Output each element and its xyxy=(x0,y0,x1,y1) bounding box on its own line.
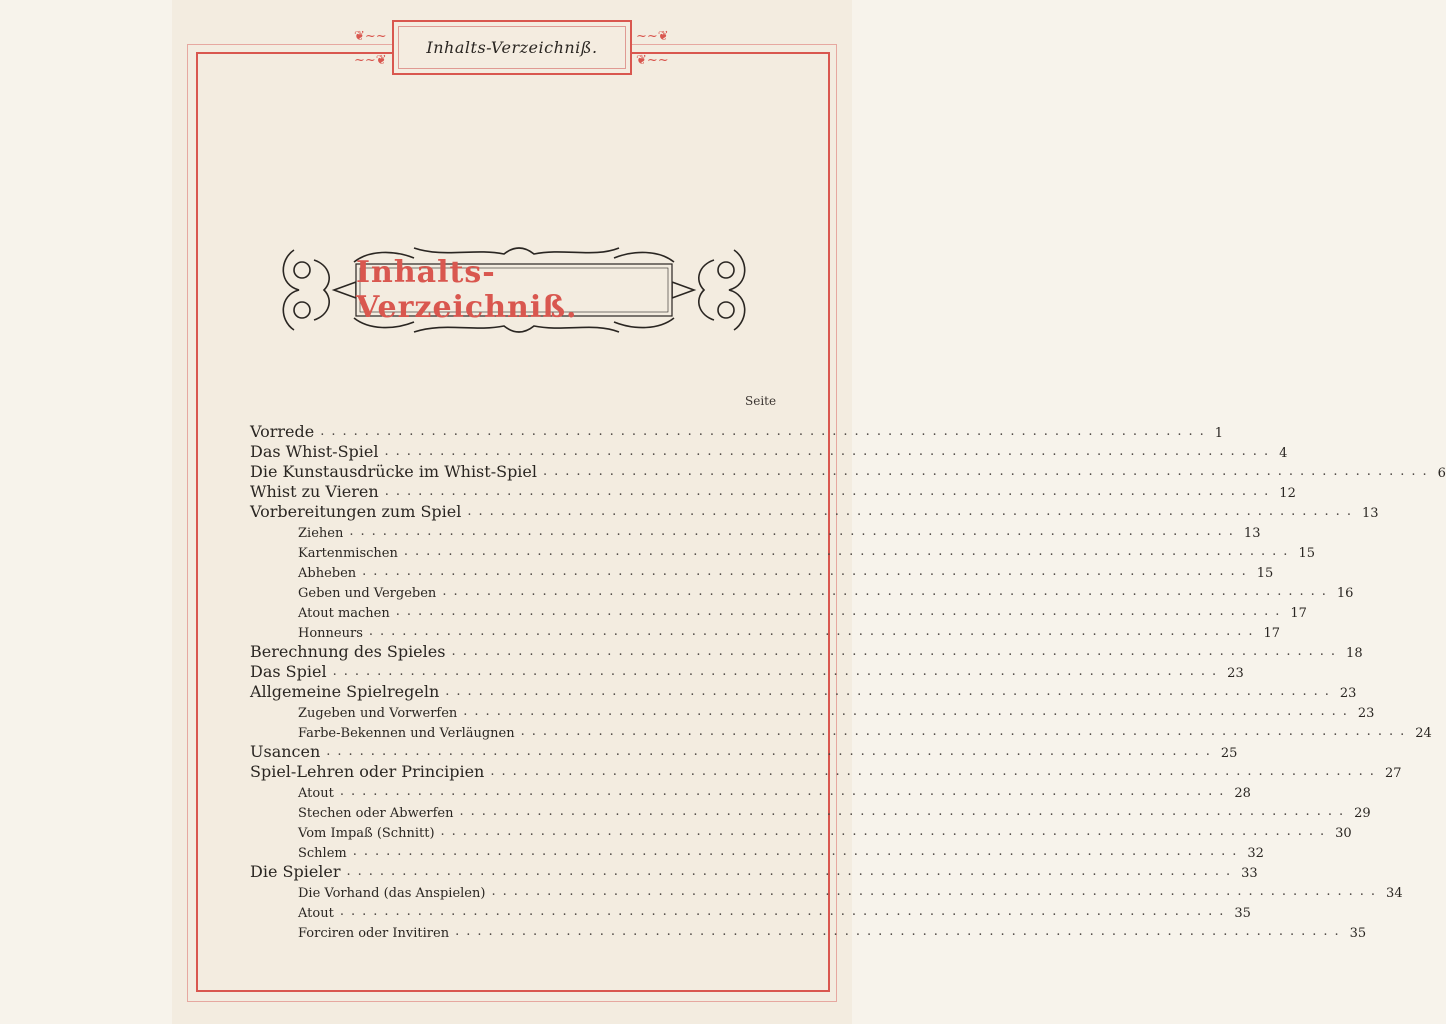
toc-entry xyxy=(250,441,1288,461)
toc-entry-title: Ziehen xyxy=(298,526,344,541)
toc-entry-page: 17 xyxy=(1290,606,1307,621)
leader-dots: ................................................................................ xyxy=(463,704,1354,719)
toc-entry xyxy=(250,481,1296,501)
toc-entry-title: Das Whist-Spiel xyxy=(250,442,379,461)
leader-dots: ................................................................................ xyxy=(455,924,1346,939)
toc-entry xyxy=(250,701,1375,721)
toc-entry xyxy=(250,621,1281,641)
toc-entry-title: Atout xyxy=(298,906,334,921)
leader-dots: ................................................................................ xyxy=(459,804,1351,819)
toc-entry-title: Vorrede xyxy=(250,422,315,441)
toc-entry-title: Stechen oder Abwerfen xyxy=(298,806,454,821)
toc-entry xyxy=(250,901,1251,921)
leader-dots: ................................................................................ xyxy=(320,424,1211,439)
toc-entry-page: 23 xyxy=(1339,686,1357,701)
toc-entry-title: Spiel-Lehren oder Principien xyxy=(250,762,485,781)
leader-dots: ................................................................................ xyxy=(326,744,1217,759)
leader-dots: ................................................................................ xyxy=(384,484,1276,499)
toc-entry xyxy=(250,461,1446,481)
leader-dots: ................................................................................ xyxy=(332,664,1224,679)
toc-entry-title: Honneurs xyxy=(298,626,363,641)
toc-entry xyxy=(250,681,1357,701)
toc-entry-page: 25 xyxy=(1220,746,1238,761)
toc-entry-page: 4 xyxy=(1279,446,1288,461)
leader-dots: ................................................................................ xyxy=(346,864,1238,879)
toc-entry-page: 24 xyxy=(1415,726,1432,741)
toc-entry-title: Kartenmischen xyxy=(298,546,398,561)
toc-entry-title: Abheben xyxy=(298,566,357,581)
toc-entry-title: Farbe-Bekennen und Verläugnen xyxy=(298,726,515,741)
toc-entry-title: Usancen xyxy=(250,742,321,761)
flourish-ornament-icon: ~~❦ xyxy=(354,53,387,68)
toc-entry-page: 13 xyxy=(1243,526,1261,541)
toc-entry xyxy=(250,721,1432,741)
leader-dots: ................................................................................ xyxy=(362,564,1253,579)
toc-entry xyxy=(250,821,1352,841)
page-column-label: Seite xyxy=(745,394,777,408)
leader-dots: ................................................................................ xyxy=(520,724,1412,739)
toc-entry-page: 12 xyxy=(1279,486,1296,501)
toc-entry-page: 23 xyxy=(1357,706,1375,721)
toc-entry-page: 33 xyxy=(1241,866,1258,881)
leader-dots: ................................................................................ xyxy=(339,784,1231,799)
toc-entry-title: Zugeben und Vorwerfen xyxy=(298,706,458,721)
toc-entry-page: 18 xyxy=(1346,646,1363,661)
leader-dots: ................................................................................ xyxy=(440,824,1332,839)
flourish-ornament-icon: ❦~~ xyxy=(354,29,387,44)
toc-entry xyxy=(250,921,1367,941)
toc-entry-page: 13 xyxy=(1361,506,1379,521)
leader-dots: ................................................................................ xyxy=(384,444,1276,459)
toc-entry xyxy=(250,601,1307,621)
toc-entry-title: Atout xyxy=(298,786,334,801)
toc-entry-page: 29 xyxy=(1354,806,1371,821)
toc-entry xyxy=(250,541,1315,561)
toc-entry-title: Die Vorhand (das Anspielen) xyxy=(298,886,486,901)
toc-entry xyxy=(250,421,1224,441)
toc-entry-page: 15 xyxy=(1298,546,1315,561)
toc-entry xyxy=(250,881,1403,901)
toc-entry-title: Die Spieler xyxy=(250,862,341,881)
toc-entry-page: 35 xyxy=(1234,906,1251,921)
toc-entry-title: Schlem xyxy=(298,846,347,861)
leader-dots: ................................................................................ xyxy=(491,884,1383,899)
toc-entry xyxy=(250,581,1354,601)
toc-entry-title: Forciren oder Invitiren xyxy=(298,926,450,941)
toc-entry-page: 34 xyxy=(1386,886,1403,901)
leader-dots: ................................................................................ xyxy=(352,844,1244,859)
toc-entry-page: 6 xyxy=(1437,466,1446,481)
toc-entry-page: 32 xyxy=(1247,846,1264,861)
leader-dots: ................................................................................ xyxy=(395,604,1287,619)
toc-entry-title: Das Spiel xyxy=(250,662,327,681)
toc-entry-page: 15 xyxy=(1256,566,1274,581)
toc-entry xyxy=(250,801,1371,821)
toc-entry-title: Vom Impaß (Schnitt) xyxy=(298,826,435,841)
leader-dots: ................................................................................ xyxy=(445,684,1336,699)
toc-entry-title: Whist zu Vieren xyxy=(250,482,379,501)
toc-entry-page: 35 xyxy=(1349,926,1367,941)
toc-entry xyxy=(250,761,1402,781)
toc-entry-title: Die Kunstausdrücke im Whist-Spiel xyxy=(250,462,538,481)
toc-entry xyxy=(250,501,1379,521)
toc-entry-title: Vorbereitungen zum Spiel xyxy=(250,502,462,521)
toc-entry-page: 16 xyxy=(1336,586,1354,601)
toc-entry-page: 27 xyxy=(1384,766,1402,781)
toc-entry-page: 17 xyxy=(1263,626,1281,641)
leader-dots: ................................................................................ xyxy=(339,904,1231,919)
leader-dots: ................................................................................ xyxy=(368,624,1260,639)
toc-entry-page: 28 xyxy=(1234,786,1251,801)
leader-dots: ................................................................................ xyxy=(490,764,1381,779)
toc-entry-title: Geben und Vergeben xyxy=(298,586,437,601)
leader-dots: ................................................................................ xyxy=(451,644,1343,659)
leader-dots: ................................................................................ xyxy=(349,524,1240,539)
toc-entry xyxy=(250,641,1363,661)
toc-entry xyxy=(250,781,1251,801)
toc-entry-page: 23 xyxy=(1227,666,1244,681)
leader-dots: ................................................................................ xyxy=(442,584,1333,599)
contents-title: Inhalts-Verzeichniß. xyxy=(356,255,578,325)
flourish-ornament-icon: ~~❦ xyxy=(636,29,669,44)
leader-dots: ................................................................................ xyxy=(403,544,1295,559)
toc-entry xyxy=(250,741,1238,761)
toc-entry-title: Allgemeine Spielregeln xyxy=(250,682,440,701)
table-of-contents xyxy=(250,421,1446,941)
leader-dots: ................................................................................ xyxy=(543,464,1434,479)
flourish-ornament-icon: ❦~~ xyxy=(636,53,669,68)
toc-entry xyxy=(250,841,1264,861)
toc-entry xyxy=(250,561,1274,581)
toc-entry xyxy=(250,661,1244,681)
toc-entry-page: 1 xyxy=(1214,426,1224,441)
toc-entry-title: Berechnung des Spieles xyxy=(250,642,446,661)
running-header xyxy=(392,20,632,75)
toc-entry-page: 30 xyxy=(1335,826,1352,841)
toc-entry xyxy=(250,861,1258,881)
toc-entry-title: Atout machen xyxy=(298,606,390,621)
header-title: Inhalts-Verzeichniß. xyxy=(426,38,598,57)
toc-entry xyxy=(250,521,1261,541)
leader-dots: ................................................................................ xyxy=(467,504,1358,519)
